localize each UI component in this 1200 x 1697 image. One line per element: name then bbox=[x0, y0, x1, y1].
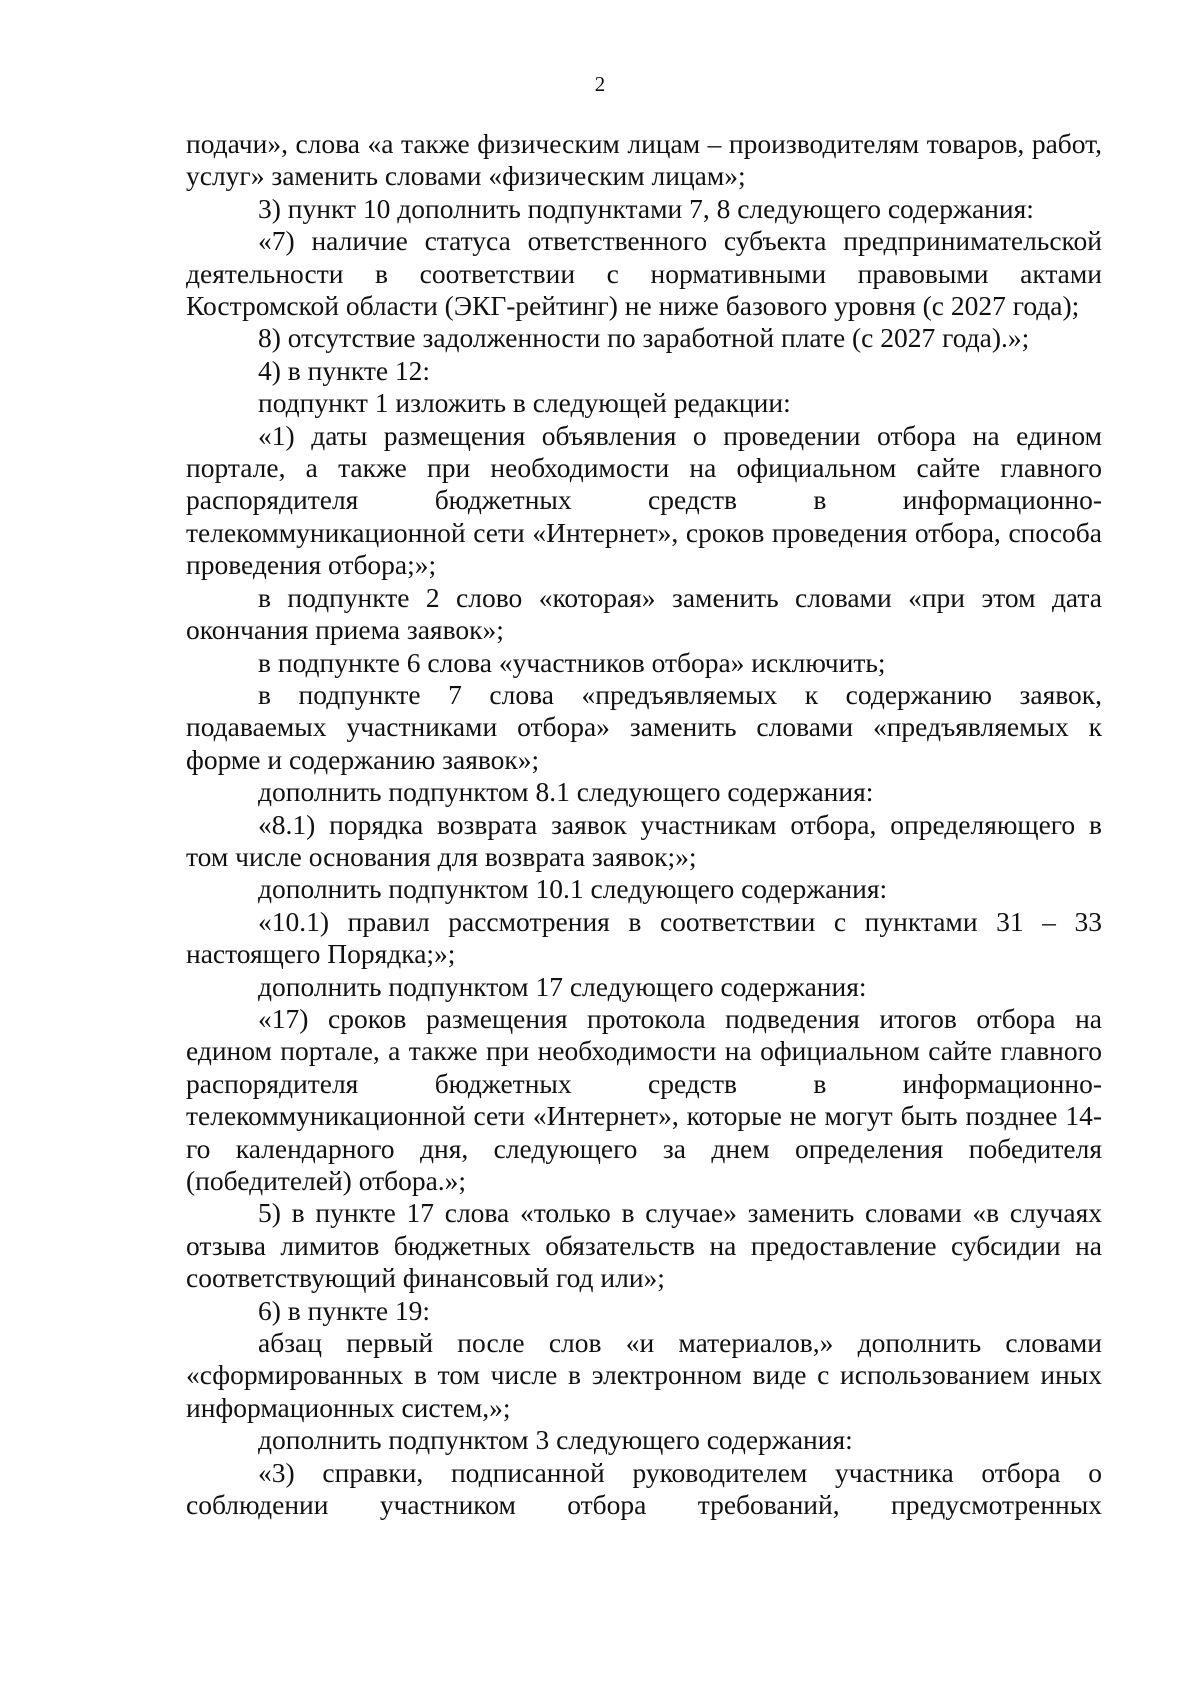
paragraph: 5) в пункте 17 слова «только в случае» заменить словами «в случаях отзыва лимитов бюджетных обязательств на предоставление субсидии на соответствующий финансовый год или»; bbox=[186, 1197, 1102, 1294]
paragraph: дополнить подпунктом 3 следующего содержания: bbox=[258, 1424, 853, 1456]
paragraph: дополнить подпунктом 10.1 следующего содержания: bbox=[258, 873, 888, 905]
paragraph: «7) наличие статуса ответственного субъекта предпринимательской деятельности в соответствии с нормативными правовыми актами Костромской области (ЭКГ-рейтинг) не ниже базового уровня (с 2027 года); bbox=[186, 225, 1102, 322]
page-number: 2 bbox=[594, 72, 606, 96]
paragraph: дополнить подпунктом 8.1 следующего содержания: bbox=[258, 776, 874, 808]
paragraph: дополнить подпунктом 17 следующего содержания: bbox=[258, 970, 867, 1002]
paragraph: абзац первый после слов «и материалов,» дополнить словами «сформированных в том числе в электронном виде с использованием иных информационных систем,»; bbox=[186, 1327, 1102, 1423]
paragraph: «1) даты размещения объявления о проведении отбора на едином портале, а также при необходимости на официальном сайте главного распорядителя бюджетных средств в информационно-телекоммуникационной сети «Интернет», сроков проведения отбора, способа проведения отбора;»; bbox=[186, 419, 1102, 581]
paragraph: в подпункте 2 слово «которая» заменить словами «при этом дата окончания приема заявок»; bbox=[186, 581, 1102, 646]
paragraph: «3) справки, подписанной руководителем участника отбора о соблюдении участником отбора требований, предусмотренных bbox=[186, 1456, 1102, 1521]
paragraph: «10.1) правил рассмотрения в соответствии с пунктами 31 – 33 настоящего Порядка;»; bbox=[186, 905, 1102, 970]
paragraph: «8.1) порядка возврата заявок участникам отбора, определяющего в том числе основания для возврата заявок;»; bbox=[186, 808, 1102, 872]
paragraph: 6) в пункте 19: bbox=[258, 1294, 431, 1326]
paragraph: 3) пункт 10 дополнить подпунктами 7, 8 следующего содержания: bbox=[258, 192, 1034, 224]
paragraph: подпункт 1 изложить в следующей редакции: bbox=[258, 387, 791, 419]
paragraph: в подпункте 7 слова «предъявляемых к содержанию заявок, подаваемых участниками отбора» заменить словами «предъявляемых к форме и содержанию заявок»; bbox=[186, 678, 1102, 775]
paragraph: 4) в пункте 12: bbox=[258, 354, 431, 386]
document-body bbox=[186, 128, 1102, 1521]
paragraph: 8) отсутствие задолженности по заработной плате (с 2027 года).»; bbox=[258, 322, 1030, 354]
paragraph: «17) сроков размещения протокола подведения итогов отбора на едином портале, а также при необходимости на официальном сайте главного распорядителя бюджетных средств в информационно-телекоммуникационной сети «Интернет», которые не могут быть позднее 14-го календарного дня, следующего за днем определения победителя (победителей) отбора.»; bbox=[186, 1002, 1102, 1196]
paragraph: в подпункте 6 слова «участников отбора» исключить; bbox=[258, 646, 886, 678]
paragraph: подачи», слова «а также физическим лицам – производителям товаров, работ, услуг» заменить словами «физическим лицам»; bbox=[186, 128, 1102, 192]
